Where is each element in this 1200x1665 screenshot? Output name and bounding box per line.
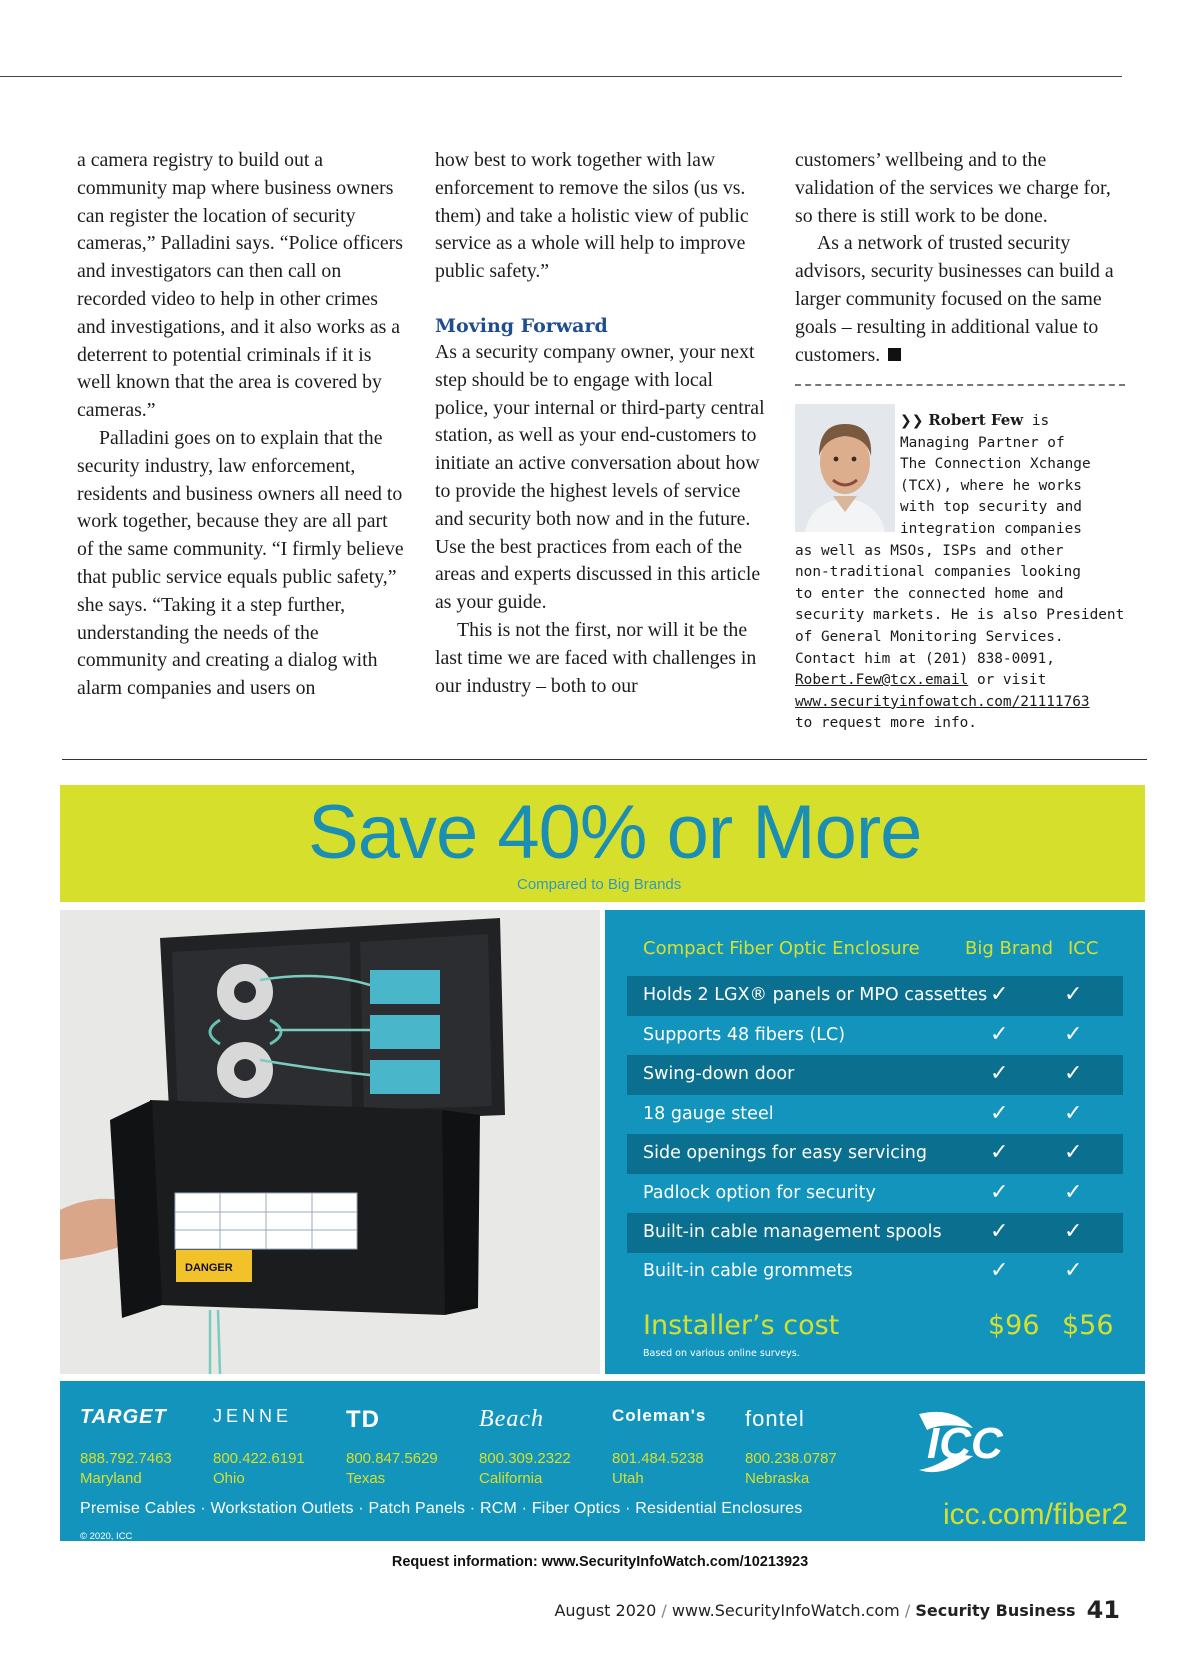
header-feature: Compact Fiber Optic Enclosure	[643, 938, 920, 959]
distributor	[346, 1406, 476, 1489]
check-icon: ✓	[990, 1022, 1009, 1047]
distributor-state: Ohio	[213, 1470, 245, 1487]
check-icon: ✓	[990, 1101, 1009, 1126]
paragraph-text: As a network of trusted security advisors, security businesses can build a larger community focused on the same goals – resulting in additional value to customers.	[795, 232, 1114, 366]
table-row	[627, 976, 1123, 1016]
chevron-right-icon: ❯❯	[900, 413, 929, 429]
table-row	[627, 1055, 1123, 1095]
bio-text: is	[1023, 413, 1050, 429]
bio-line: with top security and	[900, 499, 1082, 516]
check-icon: ✓	[1064, 1140, 1083, 1165]
bio-line	[795, 410, 1130, 433]
folio-separator: /	[661, 1601, 672, 1620]
ad-headline-banner	[60, 785, 1145, 902]
bio-line: of General Monitoring Services.	[795, 628, 1064, 645]
distributor-state: Nebraska	[745, 1470, 810, 1487]
table-row	[627, 1134, 1123, 1174]
paragraph: Palladini goes on to explain that the security industry, law enforcement, residents and business owners all need to work together, because they are all part of the same community. “I firmly believe that public service equals public safety,” she says. “Taking it a step further, understanding the needs of the community and creating a dialog with alarm companies and users on	[77, 426, 404, 700]
feature-cell: 18 gauge steel	[643, 1104, 774, 1124]
request-info-line: Request information: www.SecurityInfoWatch.com/10213923	[391, 1554, 809, 1570]
table-row	[627, 1174, 1123, 1214]
colemans-logo: Coleman's	[612, 1406, 707, 1425]
article-column-2	[435, 147, 765, 700]
bio-line: Managing Partner of	[900, 434, 1065, 451]
bio-line: The Connection Xchange	[900, 456, 1091, 473]
distributor-state: Texas	[346, 1470, 386, 1487]
distributor-phone: 888.792.7463	[80, 1450, 172, 1467]
icc-advertisement	[60, 785, 1145, 1540]
comparison-table	[605, 910, 1145, 1374]
survey-note: Based on various online surveys.	[643, 1348, 800, 1359]
product-photo	[60, 910, 600, 1374]
author-bio	[795, 410, 1130, 735]
copyright: © 2020, ICC	[80, 1531, 133, 1542]
table-row	[627, 1095, 1123, 1135]
article-column-3	[795, 147, 1125, 369]
product-list: Premise Cables · Workstation Outlets · Patch Panels · RCM · Fiber Optics · Residential Enclosures	[80, 1500, 803, 1517]
header-big-brand: Big Brand	[965, 938, 1054, 959]
dashed-divider	[795, 384, 1125, 386]
ad-subline: Compared to Big Brands	[517, 876, 682, 893]
feature-cell: Built-in cable grommets	[643, 1261, 853, 1281]
feature-cell: Padlock option for security	[643, 1183, 876, 1203]
check-icon: ✓	[1064, 1061, 1083, 1086]
distributor-phone: 800.422.6191	[213, 1450, 305, 1467]
target-logo: TARGET	[80, 1406, 167, 1428]
check-icon: ✓	[1064, 1258, 1083, 1283]
fontel-logo: fontel	[745, 1406, 805, 1431]
check-icon: ✓	[990, 1180, 1009, 1205]
table-row	[627, 1252, 1123, 1292]
article-column-1	[77, 147, 407, 703]
check-icon: ✓	[990, 1061, 1009, 1086]
paragraph: a camera registry to build out a community map where business owners can register the location of security cameras,” Palladini says. “Police officers and investigators can then call on recorded video to help in other crimes and investigations, and it also works as a deterrent to potential criminals if it is well known that the area is covered by cameras.”	[77, 149, 403, 422]
section-heading: Moving Forward	[435, 314, 608, 337]
bio-line: security markets. He is also President	[795, 607, 1125, 624]
top-rule	[0, 76, 1122, 77]
check-icon: ✓	[990, 1140, 1009, 1165]
distributor	[612, 1406, 742, 1489]
table-row	[627, 1016, 1123, 1056]
danger-label: DANGER	[185, 1262, 233, 1274]
bio-line: to request more info.	[795, 715, 977, 732]
end-mark-icon	[888, 348, 901, 361]
beach-logo: Beach	[479, 1406, 544, 1432]
distributor-phone: 800.847.5629	[346, 1450, 438, 1467]
icc-cost: $56	[1062, 1310, 1114, 1341]
feature-cell: Swing-down door	[643, 1064, 795, 1084]
icc-logo	[913, 1408, 1085, 1476]
distributor	[479, 1406, 609, 1489]
page-number: 41	[1086, 1596, 1120, 1624]
check-icon: ✓	[1064, 1101, 1083, 1126]
section-divider	[62, 759, 1147, 760]
table-row	[627, 1213, 1123, 1253]
bio-line: as well as MSOs, ISPs and other	[795, 542, 1064, 559]
distributor-phone: 801.484.5238	[612, 1450, 704, 1467]
issue-date: August 2020	[554, 1601, 657, 1620]
installer-cost-label: Installer’s cost	[643, 1310, 840, 1341]
check-icon: ✓	[990, 982, 1009, 1007]
feature-cell: Side openings for easy servicing	[643, 1143, 927, 1163]
paragraph: customers’ wellbeing and to the validation of the services we charge for, so there is still work to be done.	[795, 149, 1111, 227]
publication-name: Security Business	[915, 1601, 1076, 1620]
bio-line	[795, 670, 1130, 692]
distributor-state: California	[479, 1470, 543, 1487]
paragraph: This is not the first, nor will it be the last time we are faced with challenges in our industry – both to our	[435, 618, 757, 697]
author-name: Robert Few	[928, 411, 1024, 429]
check-icon: ✓	[990, 1219, 1009, 1244]
icc-logo-text: ICC	[927, 1419, 1003, 1468]
check-icon: ✓	[1064, 982, 1083, 1007]
ad-footer	[60, 1381, 1145, 1541]
ad-headline: Save 40% or More	[308, 790, 922, 875]
page-folio	[554, 1596, 1120, 1624]
check-icon: ✓	[1064, 1219, 1083, 1244]
icc-url[interactable]: icc.com/fiber2	[943, 1498, 1129, 1531]
distributor-phone: 800.238.0787	[745, 1450, 837, 1467]
distributor	[745, 1406, 875, 1489]
table-header	[605, 938, 1145, 964]
distributor-state: Maryland	[80, 1470, 142, 1487]
distributor-state: Utah	[612, 1470, 644, 1487]
bio-line	[795, 692, 1130, 714]
feature-cell: Holds 2 LGX® panels or MPO cassettes	[643, 985, 988, 1005]
feature-cell: Built-in cable management spools	[643, 1222, 942, 1242]
jenne-logo: JENNE	[213, 1406, 293, 1426]
paragraph	[795, 230, 1125, 369]
bio-line: Contact him at (201) 838-0091,	[795, 650, 1055, 667]
folio-separator: /	[904, 1601, 916, 1620]
bio-line: non-traditional companies looking	[795, 564, 1081, 581]
td-logo: TD	[346, 1406, 380, 1433]
email-link[interactable]: Robert.Few@tcx.email	[795, 672, 969, 689]
distributor	[80, 1406, 210, 1489]
bio-line: integration companies	[900, 520, 1082, 537]
paragraph: how best to work together with law enforcement to remove the silos (us vs. them) and take a holistic view of public service as a whole will help to improve public safety.”	[435, 149, 749, 283]
distributor-phone: 800.309.2322	[479, 1450, 571, 1467]
check-icon: ✓	[1064, 1180, 1083, 1205]
bio-line: (TCX), where he works	[900, 477, 1082, 494]
check-icon: ✓	[990, 1258, 1009, 1283]
info-url-link[interactable]: www.securityinfowatch.com/21111763	[795, 693, 1090, 710]
paragraph: As a security company owner, your next step should be to engage with local police, your internal or third-party central station, as well as your end-customers to initiate an active conversation about how to provide the highest levels of service and security both now and in the future. Use the best practices from each of the areas and experts discussed in this article as your guide.	[435, 340, 765, 614]
header-icc: ICC	[1068, 938, 1099, 959]
feature-cell: Supports 48 fibers (LC)	[643, 1025, 846, 1045]
bio-line: to enter the connected home and	[795, 585, 1064, 602]
distributor	[213, 1406, 343, 1489]
bio-text: or visit	[968, 672, 1047, 689]
site-url[interactable]: www.SecurityInfoWatch.com	[671, 1601, 900, 1620]
big-brand-cost: $96	[988, 1310, 1040, 1341]
check-icon: ✓	[1064, 1022, 1083, 1047]
